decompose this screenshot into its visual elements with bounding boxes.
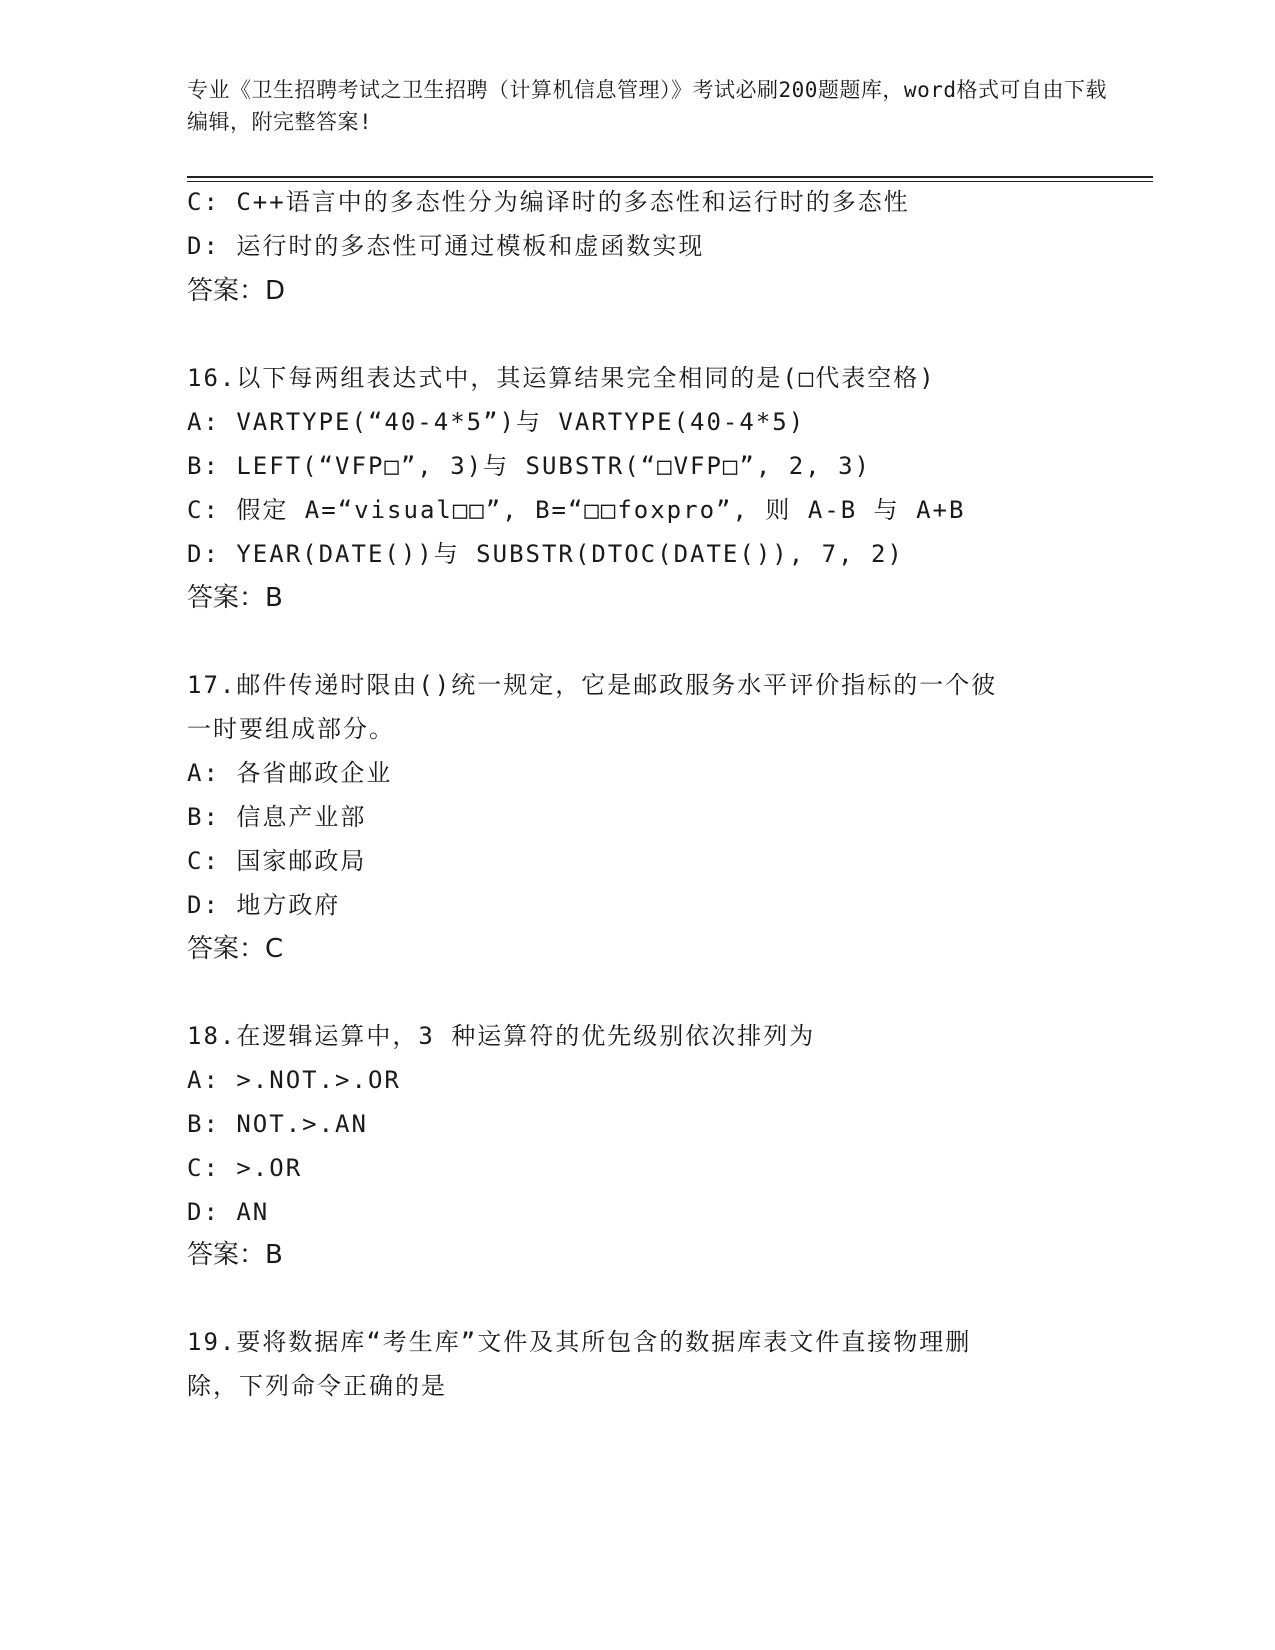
q15-option-c: C: C++语言中的多态性分为编译时的多态性和运行时的多态性: [187, 188, 910, 216]
q18-option-b: B: NOT.>.AN: [187, 1110, 368, 1138]
document-header: 专业《卫生招聘考试之卫生招聘（计算机信息管理）》考试必刷200题题库，word格式可自由下载编辑，附完整答案!: [187, 78, 1107, 134]
q18-option-a: A: >.NOT.>.OR: [187, 1066, 401, 1094]
q16-option-d: D: YEAR(DATE())与 SUBSTR(DTOC(DATE()), 7, 2): [187, 540, 904, 568]
q18-option-c: C: >.OR: [187, 1154, 303, 1182]
q18-stem: 18.在逻辑运算中，3 种运算符的优先级别依次排列为: [187, 1022, 816, 1050]
q17-option-c: C: 国家邮政局: [187, 847, 367, 875]
q19-stem-line1: 19.要将数据库“考生库”文件及其所包含的数据库表文件直接物理删: [187, 1328, 972, 1356]
q19-stem-line2: 除，下列命令正确的是: [187, 1372, 447, 1400]
q17-option-a: A: 各省邮政企业: [187, 759, 393, 787]
q16-option-b: B: LEFT(“VFP□”, 3)与 SUBSTR(“□VFP□”, 2, 3): [187, 452, 871, 480]
q17-stem-line1: 17.邮件传递时限由()统一规定，它是邮政服务水平评价指标的一个彼: [187, 671, 998, 699]
q17-stem-line2: 一时要组成部分。: [187, 715, 395, 743]
q16-stem: 16.以下每两组表达式中，其运算结果完全相同的是(□代表空格): [187, 364, 936, 392]
q17-option-b: B: 信息产业部: [187, 803, 367, 831]
q16-option-c: C: 假定 A=“visual□□”, B=“□□foxpro”, 则 A-B 与 A+B: [187, 496, 966, 524]
q18-option-d: D: AN: [187, 1198, 270, 1226]
q15-option-d: D: 运行时的多态性可通过模板和虚函数实现: [187, 232, 705, 260]
q17-answer: 答案：C: [187, 934, 284, 964]
q18-answer: 答案：B: [187, 1240, 283, 1270]
q15-answer: 答案：D: [187, 276, 286, 306]
q16-option-a: A: VARTYPE(“40-4*5”)与 VARTYPE(40-4*5): [187, 408, 806, 436]
q16-answer: 答案：B: [187, 583, 283, 613]
header-divider-thin: [187, 181, 1153, 182]
q17-option-d: D: 地方政府: [187, 891, 341, 919]
header-divider-thick: [187, 176, 1153, 178]
